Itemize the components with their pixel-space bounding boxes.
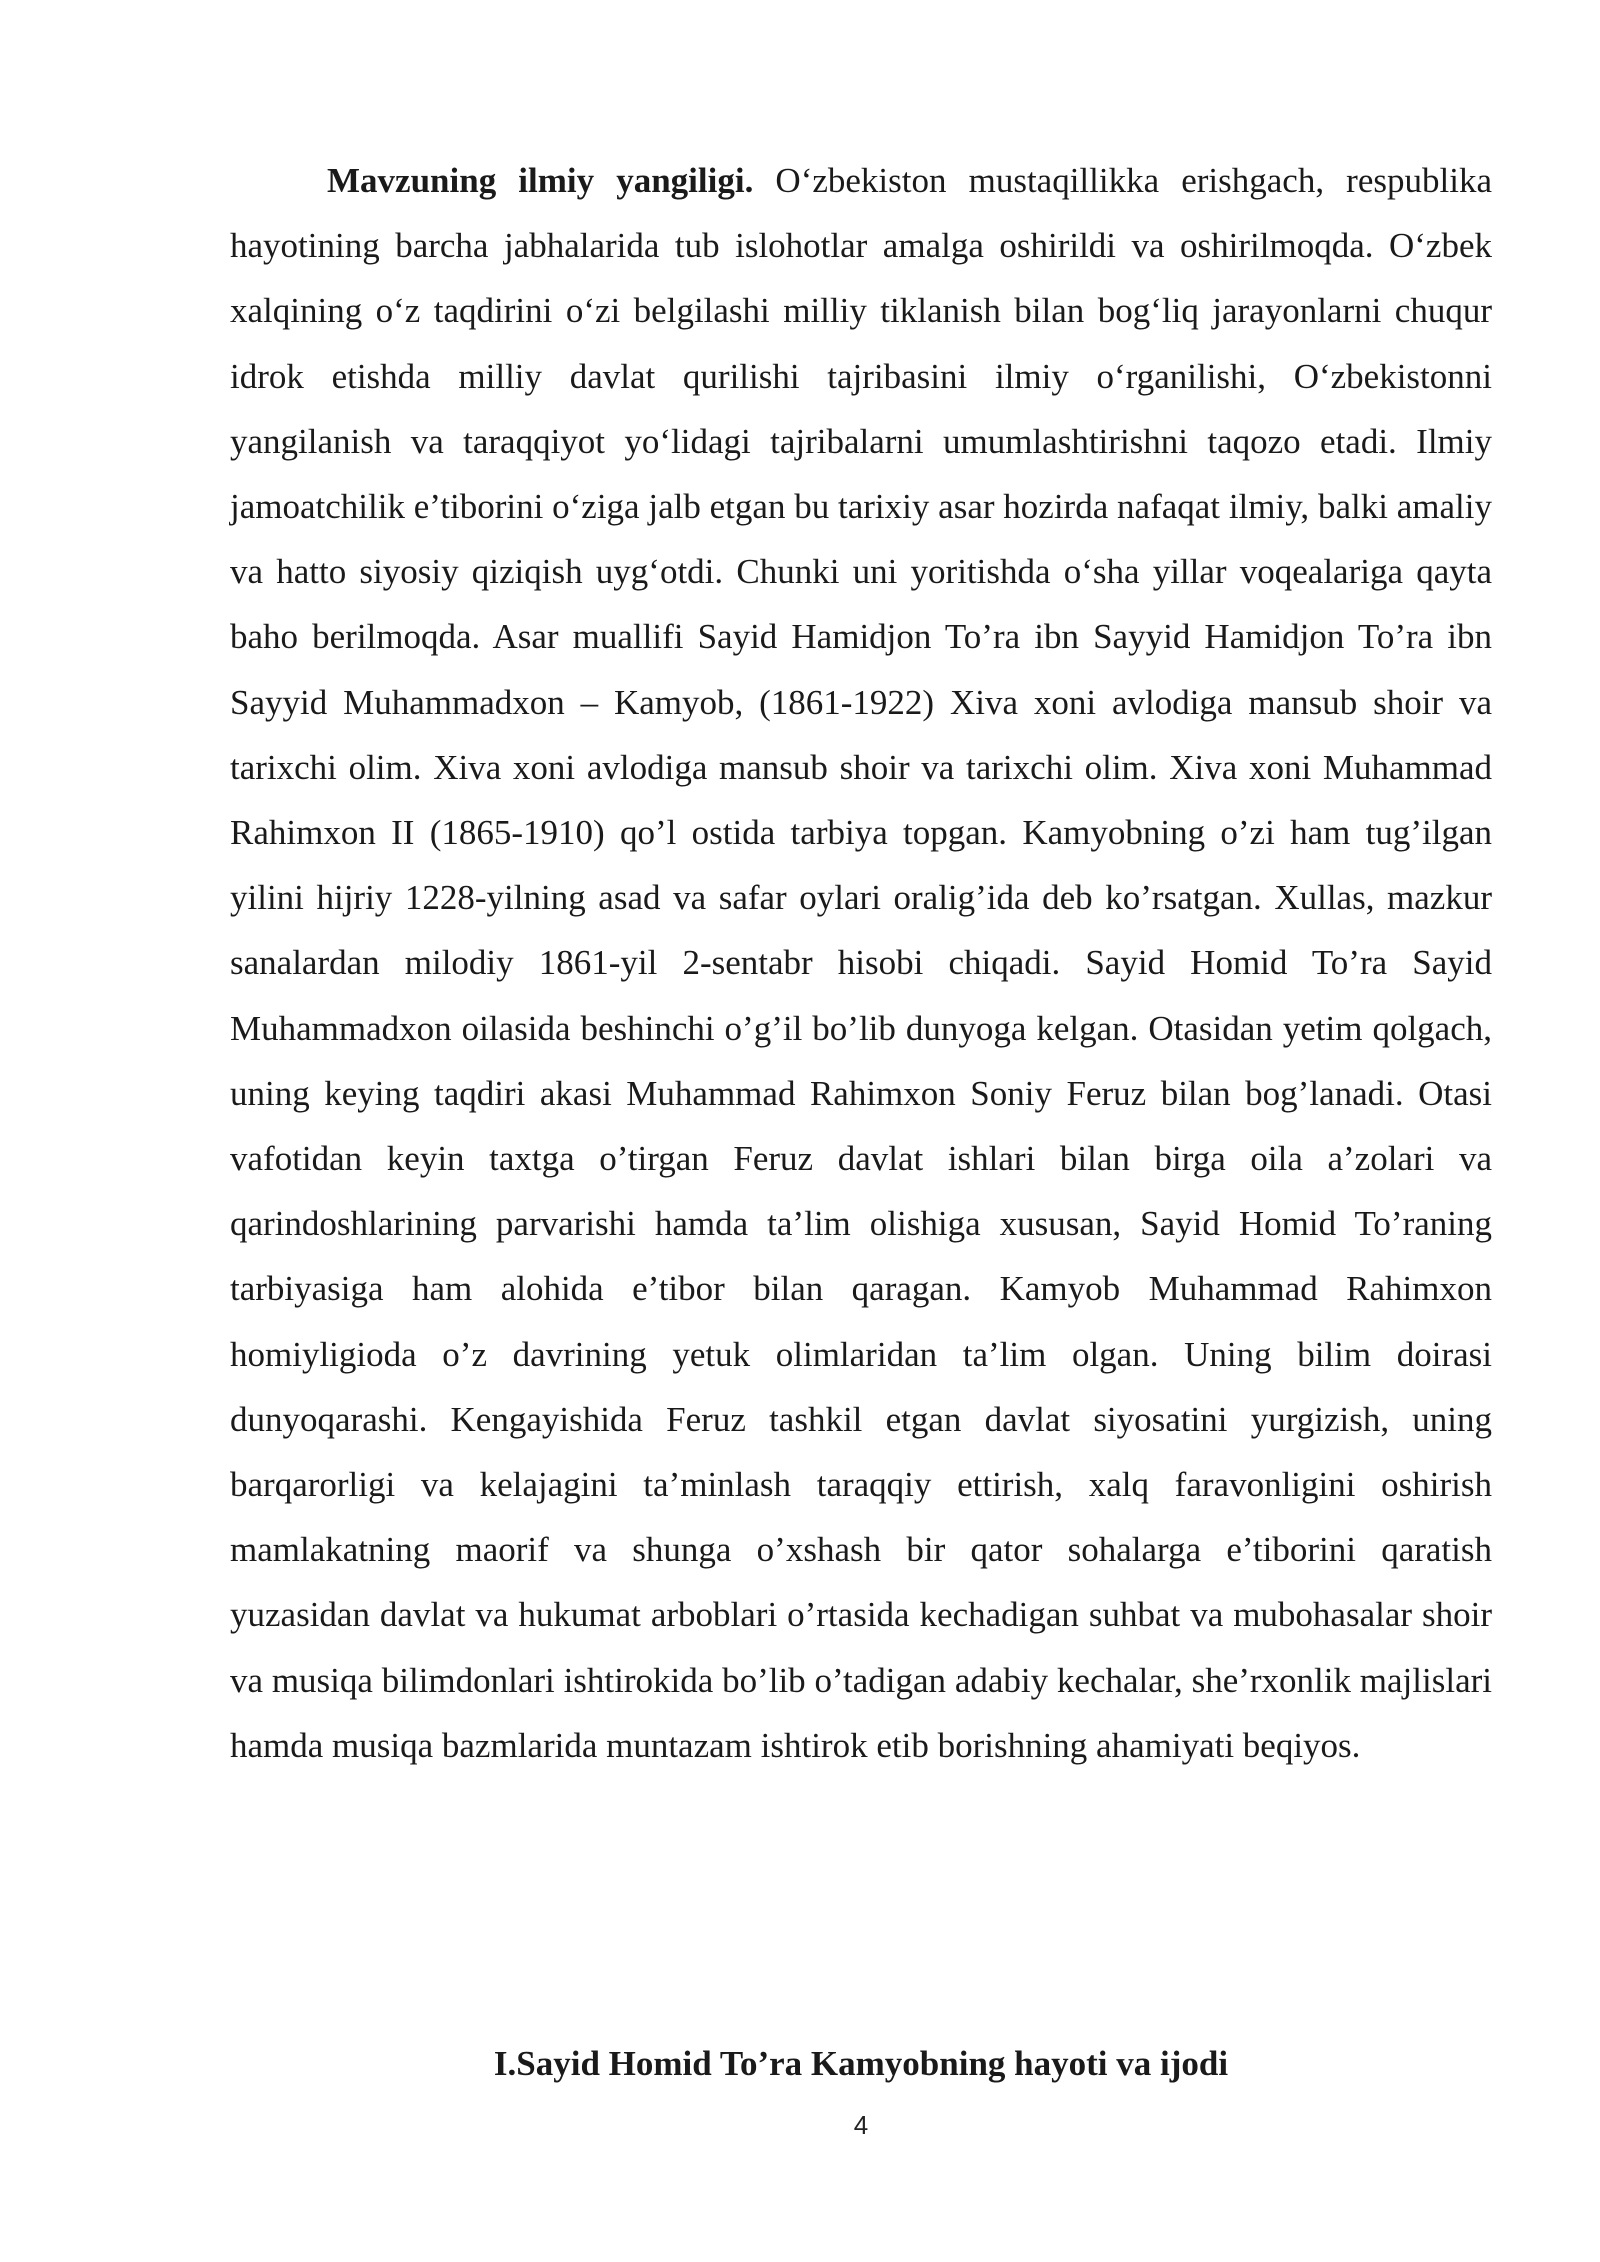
- section-heading: I.Sayid Homid To’ra Kamyobning hayoti va ijodi: [493, 2044, 1229, 2083]
- body-paragraph: [230, 148, 1492, 1778]
- paragraph-text: O‘zbekiston mustaqillikka erishgach, respublika hayotining barcha jabhalarida tub islohotlar amalga oshirildi va oshirilmoqda. O‘zbek xalqining o‘z taqdirini o‘zi belgilashi milliy tiklanish bilan bog‘liq jarayonlarni chuqur idrok etishda milliy davlat qurilishi tajribasini ilmiy o‘rganilishi, O‘zbekistonni yangilanish va taraqqiyot yo‘lidagi tajribalarni umumlashtirishni taqozo etadi. Ilmiy jamoatchilik e’tiborini o‘ziga jalb etgan bu tarixiy asar hozirda nafaqat ilmiy, balki amaliy va hatto siyosiy qiziqish uyg‘otdi. Chunki uni yoritishda o‘sha yillar voqealariga qayta baho berilmoqda. Asar muallifi Sayid Hamidjon To’ra ibn Sayyid Hamidjon To’ra ibn Sayyid Muhammadxon – Kamyob, (1861-1922) Xiva xoni avlodiga mansub shoir va tarixchi olim. Xiva xoni avlodiga mansub shoir va tarixchi olim. Xiva xoni Muhammad Rahimxon II (1865-1910) qo’l ostida tarbiya topgan. Kamyobning o’zi ham tug’ilgan yilini hijriy 1228-yilning asad va safar oylari oralig’ida deb ko’rsatgan. Xullas, mazkur sanalardan milodiy 1861-yil 2-sentabr hisobi chiqadi. Sayid Homid To’ra Sayid Muhammadxon oilasida beshinchi o’g’il bo’lib dunyoga kelgan. Otasidan yetim qolgach, uning keying taqdiri akasi Muhammad Rahimxon Soniy Feruz bilan bog’lanadi. Otasi vafotidan keyin taxtga o’tirgan Feruz davlat ishlari bilan birga oila a’zolari va qarindoshlarining parvarishi hamda ta’lim olishiga xususan, Sayid Homid To’raning tarbiyasiga ham alohida e’tibor bilan qaragan. Kamyob Muhammad Rahimxon homiyligioda o’z davrining yetuk olimlaridan ta’lim olgan. Uning bilim doirasi dunyoqarashi. Kengayishida Feruz tashkil etgan davlat siyosatini yurgizish, uning barqarorligi va kelajagini ta’minlash taraqqiy ettirish, xalq faravonligini oshirish mamlakatning maorif va shunga o’xshash bir qator sohalarga e’tiborini qaratish yuzasidan davlat va hukumat arboblari o’rtasida kechadigan suhbat va mubohasalar shoir va musiqa bilimdonlari ishtirokida bo’lib o’tadigan adabiy kechalar, she’rxonlik majlislari hamda musiqa bazmlarida muntazam ishtirok etib borishning ahamiyati beqiyos.: [230, 161, 1492, 1765]
- page-number: 4: [853, 2110, 869, 2140]
- paragraph-lead-heading: Mavzuning ilmiy yangiligi.: [327, 161, 754, 200]
